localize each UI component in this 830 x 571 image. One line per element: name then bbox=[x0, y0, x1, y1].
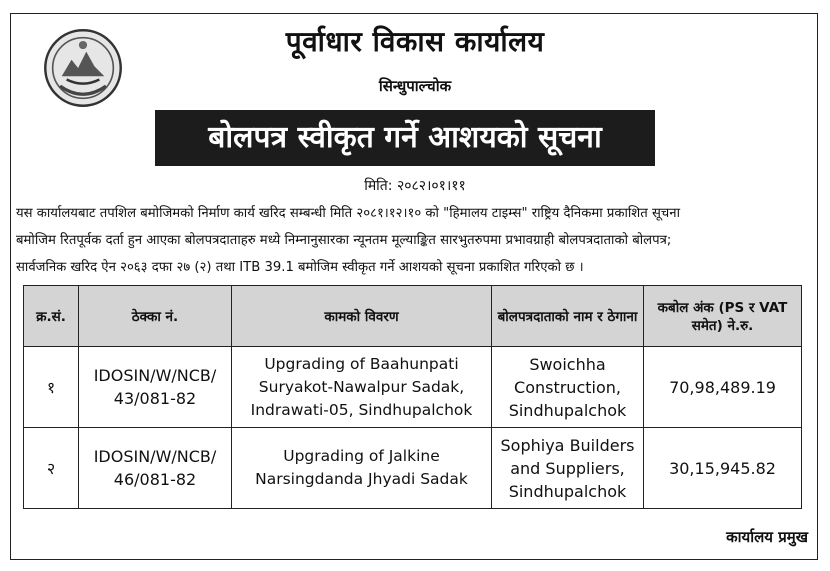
paragraph-line: यस कार्यालयबाट तपशिल बमोजिमको निर्माण कार्य खरिद सम्बन्धी मिति २०८१।१२।१० को "हिमालय टाइम्स" राष्ट्रिय दैनिकमा प्रकाशित सूचना bbox=[16, 206, 681, 221]
header-bidder: बोलपत्रदाताको नाम र ठेगाना bbox=[492, 286, 644, 347]
notice-paragraph bbox=[16, 200, 816, 281]
cell-contract-no: IDOSIN/W/NCB/ 46/081-82 bbox=[79, 428, 232, 509]
header-work-description: कामको विवरण bbox=[232, 286, 492, 347]
cell-contract-no: IDOSIN/W/NCB/ 43/081-82 bbox=[79, 347, 232, 428]
header-bid-amount: कबोल अंक (PS र VAT समेत) ने.रु. bbox=[644, 286, 802, 347]
district-name: सिन्धुपाल्चोक bbox=[378, 77, 452, 95]
contract-table bbox=[23, 285, 802, 509]
table-row bbox=[24, 428, 802, 509]
paragraph-line: बमोजिम रितपूर्वक दर्ता हुन आएका बोलपत्रदाताहरु मध्ये निम्नानुसारका न्यूनतम मूल्याङ्कित सारभुतरुपमा प्रभावग्राही बोलपत्रदाताको बोलपत्र; bbox=[16, 233, 672, 248]
cell-bid-amount: 70,98,489.19 bbox=[644, 347, 802, 428]
office-title: पूर्वाधार विकास कार्यालय bbox=[285, 25, 545, 58]
cell-work-description: Upgrading of Baahunpati Suryakot-Nawalpur Sadak, Indrawati-05, Sindhupalchok bbox=[232, 347, 492, 428]
cell-bid-amount: 30,15,945.82 bbox=[644, 428, 802, 509]
header-serial: क्र.सं. bbox=[24, 286, 79, 347]
cell-serial: २ bbox=[24, 428, 79, 509]
paragraph-line: सार्वजनिक खरिद ऐन २०६३ दफा २७ (२) तथा ITB 39.1 बमोजिम स्वीकृत गर्ने आशयको सूचना प्रकाशित गरिएको छ । bbox=[16, 260, 584, 275]
notice-banner: बोलपत्र स्वीकृत गर्ने आशयको सूचना bbox=[155, 110, 655, 166]
cell-serial: १ bbox=[24, 347, 79, 428]
table-header-row bbox=[24, 286, 802, 347]
cell-work-description: Upgrading of Jalkine Narsingdanda Jhyadi Sadak bbox=[232, 428, 492, 509]
notice-date: मिति: २०८२।०१।११ bbox=[364, 178, 466, 194]
office-chief-signoff: कार्यालय प्रमुख bbox=[726, 528, 808, 546]
cell-bidder: Swoichha Construction, Sindhupalchok bbox=[492, 347, 644, 428]
header-contract-no: ठेक्का नं. bbox=[79, 286, 232, 347]
cell-bidder: Sophiya Builders and Suppliers, Sindhupalchok bbox=[492, 428, 644, 509]
table-row bbox=[24, 347, 802, 428]
